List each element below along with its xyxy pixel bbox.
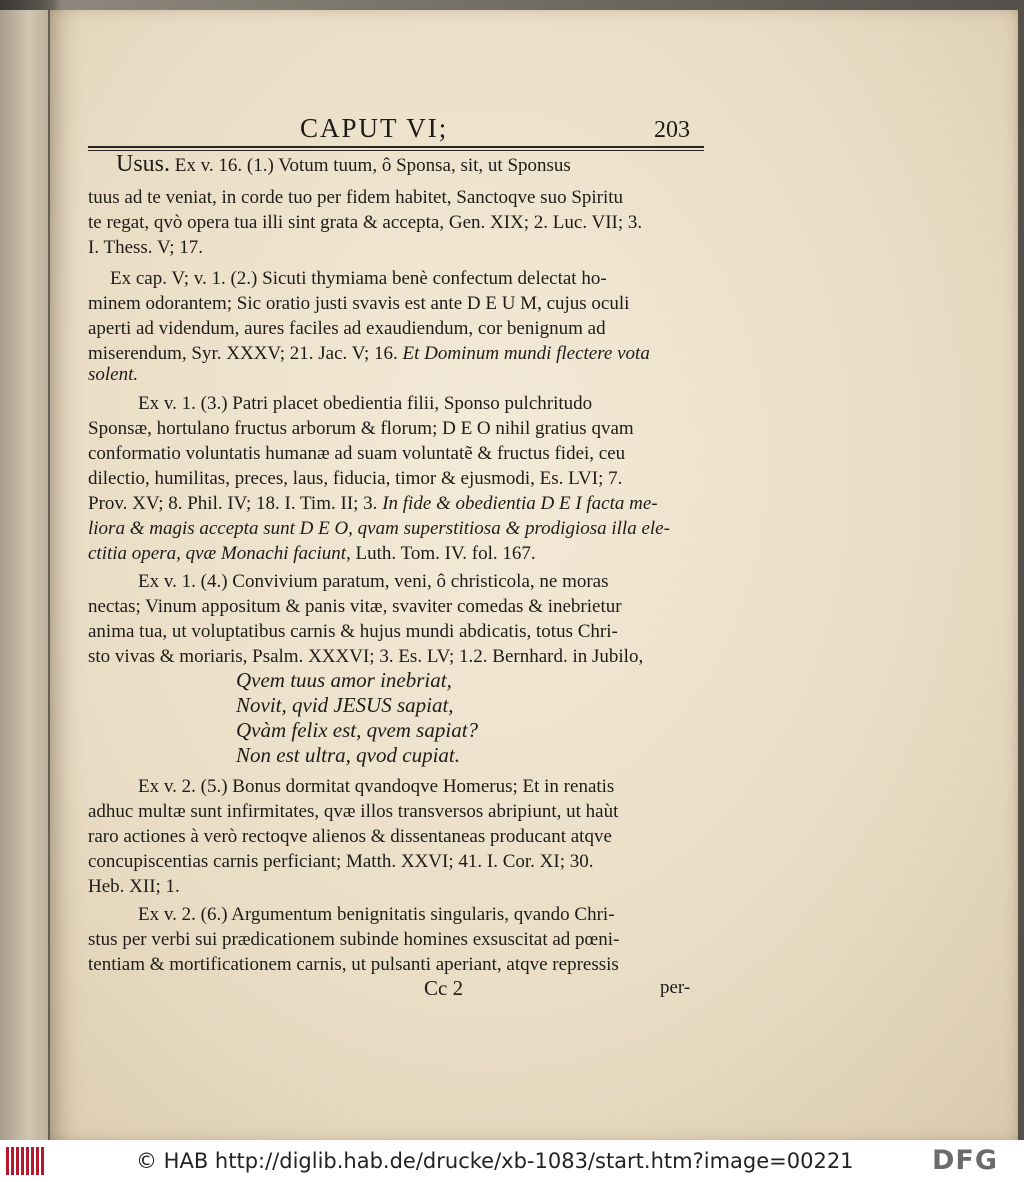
copyright-link[interactable]: © HAB http://diglib.hab.de/drucke/xb-1083/start.htm?image=00221 xyxy=(136,1149,854,1173)
text-line: I. Thess. V; 17. xyxy=(88,237,204,258)
previous-page-edge xyxy=(0,10,48,1140)
text-line: aperti ad videndum, aures faciles ad exaudiendum, cor benignum ad xyxy=(88,318,606,339)
text-line: liora & magis accepta sunt D E O, qvam superstitiosa & prodigiosa illa ele- xyxy=(88,518,670,539)
head-rule xyxy=(88,146,704,151)
verse-line: Non est ultra, qvod cupiat. xyxy=(236,743,460,767)
text-line: Prov. XV; 8. Phil. IV; 18. I. Tim. II; 3. In fide & obedientia D E I facta me- xyxy=(88,493,658,514)
text-line: Ex cap. V; v. 1. (2.) Sicuti thymiama benè confectum delectat ho- xyxy=(110,268,607,289)
text-line: tuus ad te veniat, in corde tuo per fidem habitet, Sanctoqve suo Spiritu xyxy=(88,187,624,208)
text-line: Ex v. 1. (4.) Convivium paratum, veni, ô christicola, ne moras xyxy=(138,571,609,592)
verse-line: Qvàm felix est, qvem sapiat? xyxy=(236,718,479,742)
text-line: concupiscentias carnis perficiant; Matth. XXVI; 41. I. Cor. XI; 30. xyxy=(88,851,594,872)
text-line: nectas; Vinum appositum & panis vitæ, svaviter comedas & inebrietur xyxy=(88,596,622,617)
text-line: solent. xyxy=(88,364,139,385)
text-line: Ex v. 2. (5.) Bonus dormitat qvandoqve Homerus; Et in renatis xyxy=(138,776,615,797)
text-line: stus per verbi sui prædicationem subinde homines exsuscitat ad pœni- xyxy=(88,929,620,950)
text-line: Sponsæ, hortulano fructus arborum & florum; D E O nihil gratius qvam xyxy=(88,418,634,439)
text-line: raro actiones à verò rectoqve alienos & dissentaneas producant atqve xyxy=(88,826,612,847)
text-line: sto vivas & moriaris, Psalm. XXXVI; 3. Es. LV; 1.2. Bernhard. in Jubilo, xyxy=(88,646,644,667)
dfg-logo: DFG xyxy=(932,1145,999,1176)
section-heading: Usus. xyxy=(116,151,171,177)
text-line: ctitia opera, qvæ Monachi faciunt, Luth. Tom. IV. fol. 167. xyxy=(88,543,536,564)
running-head: CAPUT VI; xyxy=(300,113,449,143)
text-line: adhuc multæ sunt infirmitates, qvæ illos transversos abripiunt, ut haùt xyxy=(88,801,619,822)
text-line: conformatio voluntatis humanæ ad suam voluntatẽ & fructus fidei, ceu xyxy=(88,443,626,464)
hab-barcode-logo-icon xyxy=(6,1147,46,1175)
verse-line: Novit, qvid JESUS sapiat, xyxy=(236,693,454,717)
page-number: 203 xyxy=(654,117,690,143)
text-line: te regat, qvò opera tua illi sint grata & accepta, Gen. XIX; 2. Luc. VII; 3. xyxy=(88,212,643,233)
text-line: miserendum, Syr. XXXV; 21. Jac. V; 16. Et Dominum mundi flectere vota xyxy=(88,343,650,364)
footer-bar xyxy=(0,1140,1024,1182)
catchword: per- xyxy=(660,977,691,998)
text-line: tentiam & mortificationem carnis, ut pulsanti aperiant, atqve repressis xyxy=(88,954,619,975)
text-line: minem odorantem; Sic oratio justi svavis est ante D E U M, cujus oculi xyxy=(88,293,630,314)
signature-mark: Cc 2 xyxy=(424,976,464,1000)
text-line: dilectio, humilitas, preces, laus, fiducia, timor & ejusmodi, Es. LVI; 7. xyxy=(88,468,623,489)
text-line: Ex v. 2. (6.) Argumentum benignitatis singularis, qvando Chri- xyxy=(138,904,615,925)
text-line: Heb. XII; 1. xyxy=(88,876,180,897)
text-line: anima tua, ut voluptatibus carnis & hujus mundi abdicatis, totus Chri- xyxy=(88,621,618,642)
text-line: Ex v. 1. (3.) Patri placet obedientia filii, Sponso pulchritudo xyxy=(138,393,593,414)
text-line: Usus. Ex v. 16. (1.) Votum tuum, ô Sponsa, sit, ut Sponsus xyxy=(116,151,571,177)
verse-line: Qvem tuus amor inebriat, xyxy=(236,668,452,692)
